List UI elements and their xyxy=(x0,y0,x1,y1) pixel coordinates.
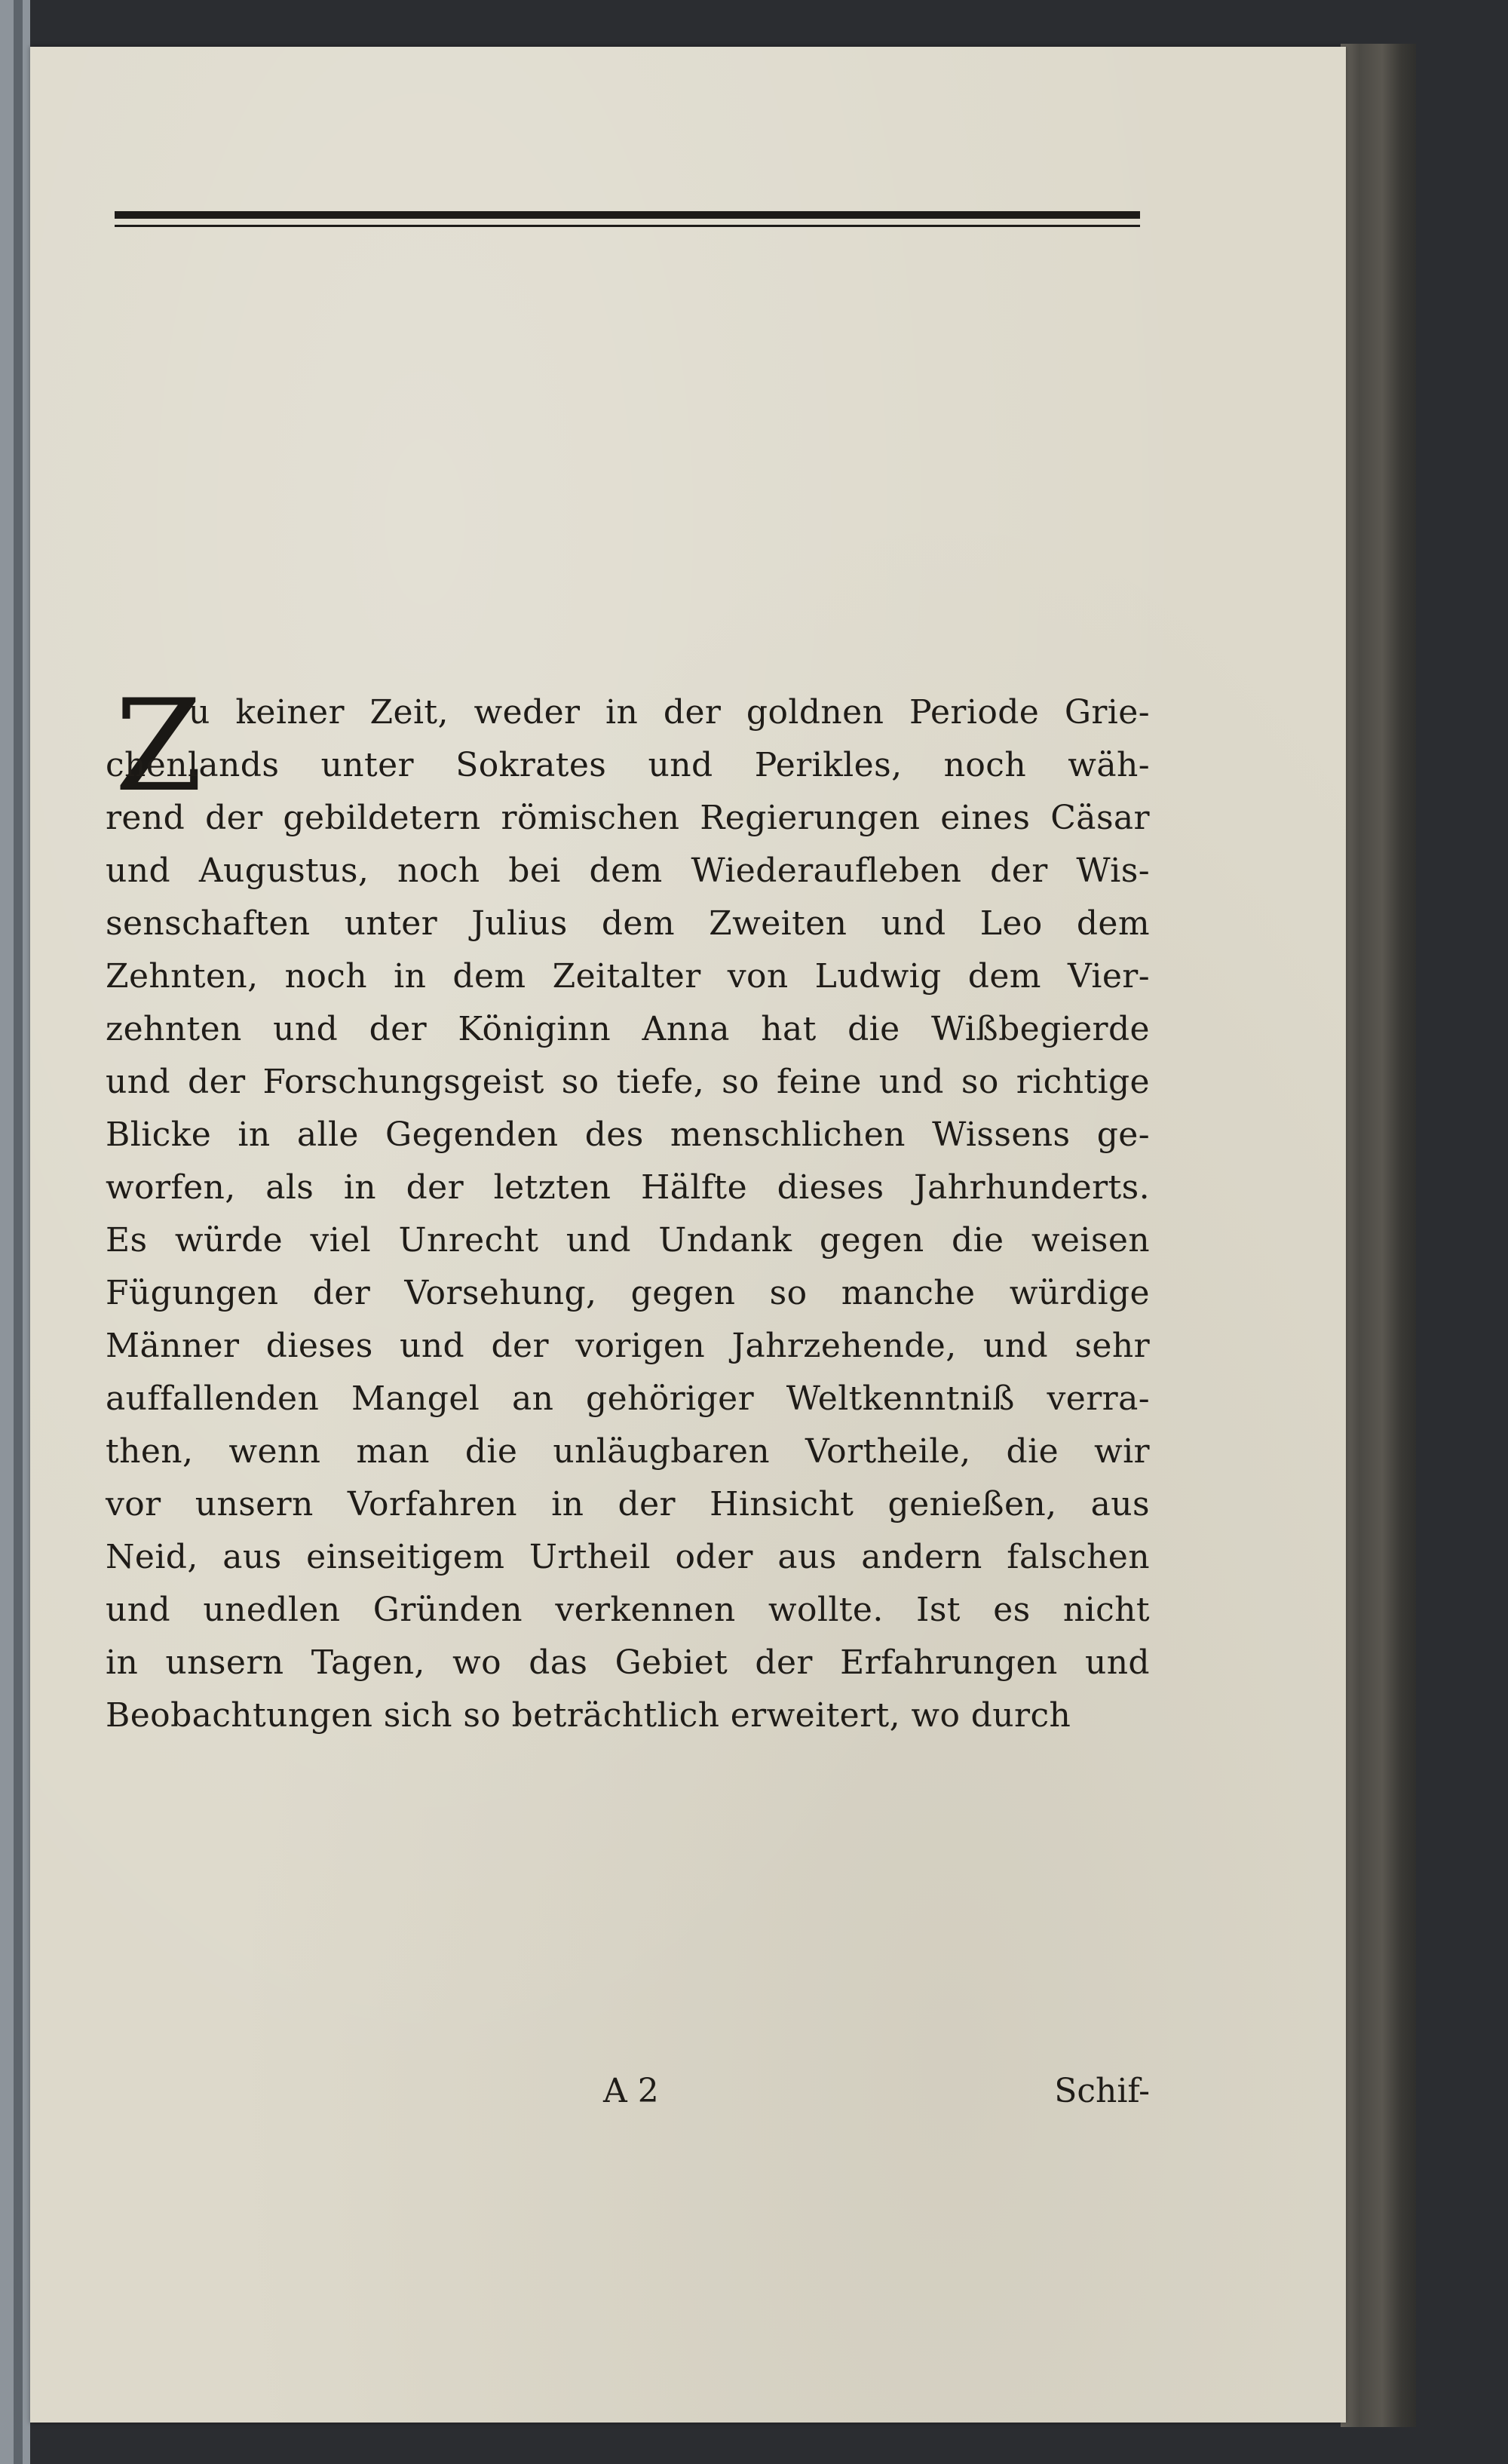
header-rule-thin xyxy=(115,225,1140,227)
drop-cap: Z xyxy=(115,672,203,820)
text-line: Neid, aus einseitigem Urtheil oder aus andern falschen xyxy=(106,1538,1150,1576)
text-line: u keiner Zeit, weder in der goldnen Periode Grie- xyxy=(188,693,1150,732)
body-text xyxy=(106,686,1150,1742)
text-line: Zehnten, noch in dem Zeitalter von Ludwig dem Vier- xyxy=(106,957,1150,996)
text-line: senschaften unter Julius dem Zweiten und Leo dem xyxy=(106,904,1150,943)
text-line: worfen, als in der letzten Hälfte dieses Jahrhunderts. xyxy=(106,1168,1150,1207)
text-line: then, wenn man die unläugbaren Vortheile, die wir xyxy=(106,1432,1150,1471)
text-line: Männer dieses und der vorigen Jahrzehende, und sehr xyxy=(106,1327,1150,1365)
text-line: chenlands unter Sokrates und Perikles, noch wäh- xyxy=(106,746,1150,784)
scanner-edge-inner xyxy=(14,0,23,2464)
text-line: vor unsern Vorfahren in der Hinsicht genießen, aus xyxy=(106,1485,1150,1524)
text-line: Beobachtungen sich so beträchtlich erweitert, wo durch xyxy=(106,1696,1071,1735)
text-line: Blicke in alle Gegenden des menschlichen Wissens ge- xyxy=(106,1115,1150,1154)
book-edge xyxy=(1341,44,1416,2427)
text-line: Fügungen der Vorsehung, gegen so manche würdige xyxy=(106,1274,1150,1312)
text-line: und unedlen Gründen verkennen wollte. Ist es nicht xyxy=(106,1591,1150,1629)
text-line: in unsern Tagen, wo das Gebiet der Erfahrungen und xyxy=(106,1643,1150,1682)
catchword: Schif- xyxy=(1054,2072,1150,2110)
header-rule-thick xyxy=(115,211,1140,219)
signature-mark: A 2 xyxy=(603,2072,659,2110)
text-line: zehnten und der Königinn Anna hat die Wißbegierde xyxy=(106,1010,1150,1048)
text-line: Es würde viel Unrecht und Undank gegen die weisen xyxy=(106,1221,1150,1260)
text-line: und der Forschungsgeist so tiefe, so feine und so richtige xyxy=(106,1063,1150,1101)
page-footer xyxy=(106,2065,1150,2118)
text-line: rend der gebildetern römischen Regierungen eines Cäsar xyxy=(106,799,1150,837)
text-line: und Augustus, noch bei dem Wiederaufleben der Wis- xyxy=(106,852,1150,890)
text-line: auffallenden Mangel an gehöriger Weltkenntniß verra- xyxy=(106,1379,1150,1418)
